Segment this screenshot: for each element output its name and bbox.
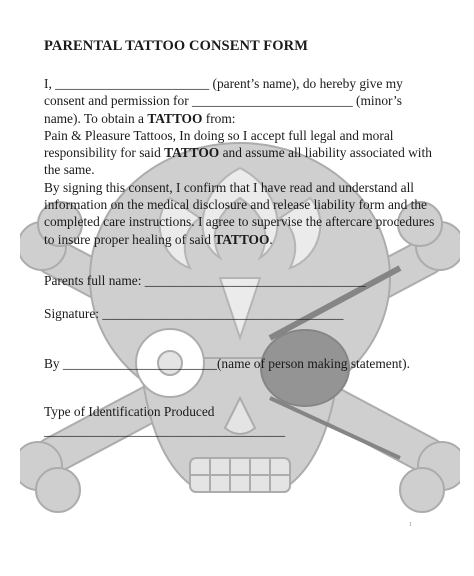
- signature-field: Signature: ____________________________________: [44, 306, 344, 321]
- para-line-3: [44, 110, 444, 127]
- para-line-5a: responsibility for said: [44, 145, 165, 161]
- page-number: 1: [409, 522, 412, 528]
- parents-full-name-field: Parents full name: _________________________________: [44, 273, 366, 288]
- para-line-10a: to insure proper healing of said: [44, 231, 215, 247]
- para-line-10: [44, 231, 444, 248]
- para-line-9: completed care instructions. I agree to supervise the aftercare procedures: [44, 214, 435, 230]
- para-line-6: the same.: [44, 162, 95, 178]
- consent-paragraph: [44, 75, 444, 248]
- para-line-1: I, _______________________ (parent’s name), do hereby give my: [44, 76, 403, 91]
- form-title: PARENTAL TATTOO CONSENT FORM: [44, 38, 308, 54]
- tattoo-emphasis: TATTOO: [214, 231, 270, 247]
- para-line-5: [44, 144, 444, 161]
- tattoo-emphasis: TATTOO: [147, 110, 203, 126]
- para-line-4: Pain & Pleasure Tattoos, In doing so I accept full legal and moral: [44, 127, 394, 143]
- para-line-10c: .: [269, 231, 273, 247]
- para-line-5c: and assume all liability associated with: [219, 145, 432, 161]
- para-line-7: By signing this consent, I confirm that I have read and understand all: [44, 179, 415, 195]
- para-line-2: consent and permission for ________________________ (minor’s: [44, 93, 402, 109]
- para-line-8: information on the medical disclosure and release liability form and the: [44, 197, 427, 213]
- para-line-3a: name). To obtain a: [44, 110, 148, 126]
- form-body: [44, 38, 444, 248]
- para-line-3c: from:: [202, 110, 236, 126]
- tattoo-emphasis: TATTOO: [164, 145, 220, 161]
- id-type-label: Type of Identification Produced: [44, 404, 215, 419]
- id-type-line: ____________________________________: [44, 423, 286, 438]
- by-field: By _______________________(name of person making statement).: [44, 356, 410, 371]
